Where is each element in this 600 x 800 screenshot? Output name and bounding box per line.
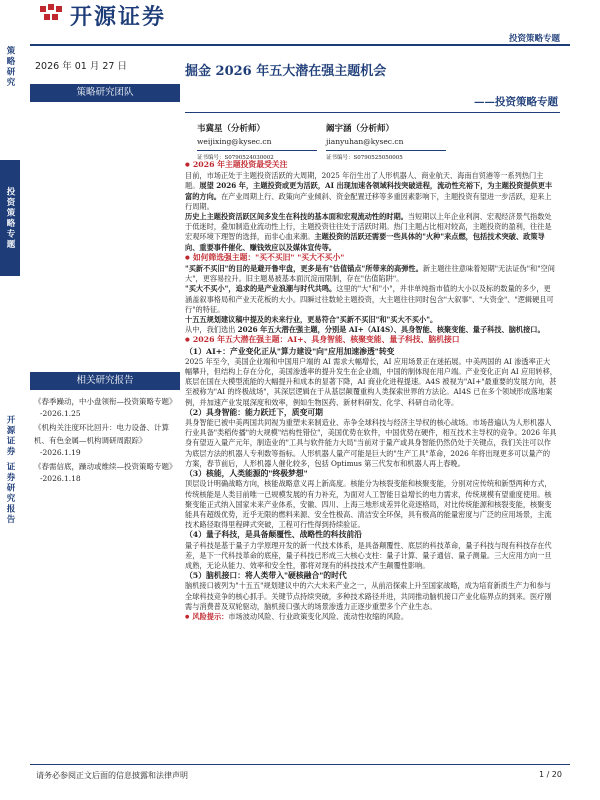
related-report[interactable]: 《春需信底，躁动或维续—投资策略专题》 -2026.1.18 xyxy=(34,462,177,484)
subsection-heading: （1）AI+：产业变化正从"算力建设"向"应用加速渗透"转变 xyxy=(185,346,395,356)
related-report[interactable]: 《机构关注度环比回升：电力设备、计算机、有色金属—机构调研周跟踪》 -2026.1.19 xyxy=(34,423,169,457)
related-reports-list xyxy=(34,396,180,487)
author-name: 韦冀星（分析师） xyxy=(197,124,266,134)
author-email[interactable]: jianyuhan@kysec.cn xyxy=(326,137,404,146)
author-name: 阚宇涵（分析师） xyxy=(326,124,395,134)
paragraph: 顶层设计明确战略方向，核能战略意义再上新高度。核能分为核裂变能和核聚变能，分别对应传统和新型两种方式，传统核能是人类目前唯一已规模发展的有力补充，为面对人工智能日益增长的电力需求，传统规模有望重度使用。核聚变能正式纳入国家未来产业体系，安徽、四川、上海三地形成差异化竞逐格局，对比传统能源和核裂变能，核聚变能具有超级优势，近乎无限的燃料来源、安全性极高、清洁安全环保，具有极高的能量密度与广泛的应用场景，主流技术路径取得里程碑式突破，工程可行性得到持续验证。 xyxy=(185,479,552,530)
section-heading: ● 如何筛选强主题："买不买旧" "买大不买小" xyxy=(185,253,557,264)
related-reports-title: 相关研究报告 xyxy=(30,372,180,390)
paragraph: 历史上主题投资活跃区间多发生在科技的基本面和宏观流动性的时期。当短期以上年企业利润、宏观经济景气指数处于低迷时，叠加制造业流动性上行，主题投资往往处于活跃时期。热门主题占比相对较高，主题投资的盈利，往往是宏观环境下理智的选择，而非心血来潮。主题投资的活跃还需要一些具体的"火种"来点燃，包括技术突破、政策导向、重要事件催化、赚钱效应以及媒体宣传等。 xyxy=(185,212,552,252)
page-number: 1 / 20 xyxy=(538,770,562,779)
author-email[interactable]: weijixing@kysec.cn xyxy=(197,137,272,146)
paragraph: "买新不买旧"的目的是避开鲁牢盘，更多是有"估值锚点"所带来的高弹性。新主题往往意味着短期"无法证伪"和"空间大"，更容易拉升。旧主题易被基本面沉淀而限制，存在"估值陷阱"。 xyxy=(185,264,555,284)
research-team-label: 策略研究团队 xyxy=(30,84,180,102)
author-cert: 证书编号：S0790525050005 xyxy=(326,150,446,161)
risk-note: ● 风险提示：市场波动风险、行业政策变化风险、流动性收缩的风险。 xyxy=(185,612,557,623)
section-heading: ● 2026 年主题投资最受关注 xyxy=(185,160,557,171)
header-divider xyxy=(30,44,570,46)
footer-disclaimer: 请务必参阅正文后面的信息披露和法律声明 xyxy=(36,771,188,780)
author-card xyxy=(197,122,317,161)
report-body xyxy=(185,160,557,623)
paragraph: "买大不买小"，追求的是产业浪潮与时代共鸣。这里的"大"和"小"，并非单纯指市值的大小以及标的数量的多少，更涵盖叙事格局和产业天花板的大小。四瞬过往数轮主题投资，大主题往往同时包含"大叙事"、"大资金"、"逻辑硬且可行"的特征。 xyxy=(185,284,554,314)
logo-text: 开源证券 xyxy=(70,5,167,30)
logo-icon xyxy=(38,2,68,26)
section-heading: ● 2026 年五大潜在强主题：AI+、具身智能、核聚变能、量子科技、脑机接口 xyxy=(185,335,557,346)
side-tab-doc-type: 投资策略专题 xyxy=(0,160,20,276)
paragraph: 目前，市场正处于主题投资活跃的大周期，2025 年衍生出了人形机器人、商业航天、海南自贸港等一系列热门主题。展望 2026 年，主题投资或更为活跃，AI 出现加速各领域科技突破进程，流动性充裕下，为主题投资提供更丰富的方向。在产业周期上行、政策向产业倾斜、资金配置迁移等多重因素影响下，主题投资有望进一步活跃，迎来上行周期。 xyxy=(185,171,553,211)
paragraph: 十五五规划建议稿中提及的未来行业，更易符合"买新不买旧"和"买大不买小"。 xyxy=(185,315,438,325)
author-card xyxy=(326,122,446,161)
paragraph: 具身智能已被中美两国共同视为重塑未来制造业、赤争全球科技与经济主导权的核心战场。市场普遍认为人形机器人行业具备"类稻传播"的大规模"结构性错位"，美国优势在软件，中国优势在硬件，相互技术主导权的竞争。2026 年具身有望迈入量产元年，制造业的"工具与软件能力大局"当前对于量产或具身智能仍然仍处于关键点，我们关注可以作为底层方法的机器人专利数等指标。人形机器人量产可能是巨大的"生产工具"革命，2026 年将出现更多可以量产的方案，春节前后，人形机器人催化较多，包括 Optimus 第三代发布和机器人再上春晚。 xyxy=(185,418,557,468)
subsection-heading: （2）具身智能：能力跃迁下，质变可期 xyxy=(185,407,323,417)
company-logo xyxy=(30,0,210,28)
paragraph: 量子科技是基于量子力学原理开发的新一代技术体系，是具备颠覆性、底层的科技革命，量子科技与现有科技存在代差，是下一代科技革命的底座，量子科技已形成三大核心支柱：量子计算、量子通信、量子测量。三大应用方向一旦成熟，无论从能力、效率和安全性，都将对现有的科技技术产生颠覆性影响。 xyxy=(185,540,552,570)
subsection-heading: （3）核能，人类能源的"终极梦想" xyxy=(185,469,308,479)
document-type: 投资策略专题 xyxy=(508,34,560,44)
report-title: 掘金 2026 年五大潜在强主题机会 xyxy=(185,64,387,79)
side-tab-strategy: 策略研究 xyxy=(0,38,20,96)
report-date: 2026 年 01 月 27 日 xyxy=(35,61,127,72)
title-divider xyxy=(185,112,560,113)
subsection-heading: （5）脑机接口：将人类带入"硬核融合"的时代 xyxy=(185,571,347,581)
author-cert: 证书编号：S0790524030002 xyxy=(197,150,317,161)
subsection-heading: （4）量子科技，是具备颠覆性、战略性的科技前沿 xyxy=(185,530,362,540)
report-subtitle: ——投资策略专题 xyxy=(474,96,558,108)
paragraph: 从中，我们选出 2026 年五大潜在强主题，分别是 AI+（AI4S）、具身智能、核聚变能、量子科技、脑机接口。 xyxy=(185,325,545,335)
related-report[interactable]: 《春季躁动，中小盘领衔—投资策略专题》 -2026.1.25 xyxy=(34,397,177,419)
side-tab-broker: 开源证券 证券研究报告 xyxy=(0,400,20,540)
paragraph: 脑机接口被列为"十五五"规划建议中的六大未来产业之一，从前沿探索上升至国家战略，成为培育新质生产力和参与全球科技竞争的核心抓手。关键节点持续突破，多种技术路径并进，共同推动脑机接口产业化临界点的到来。医疗刚需与消费普及双轮驱动，脑机接口强大的场景渗透力正逐步重塑多个产业生态。 xyxy=(185,581,552,611)
footer-divider xyxy=(30,764,570,765)
paragraph: 2025 年至今，美国企业端和中国用户端的 AI 需求大幅增长，AI 应用场景正在迷拓展。中美两国的 AI 渗透率正大幅攀升，但结构上存在分化，美国渗透率的提升发生在企业端，中国的制体现在用户端。产业变化正向 AI 应用转移，底层在国在大模型流能的大幅提升和成本的显著下降，AI 商业化进程提速。A4S 被视为"AI+"最重要的发展方向，甚至被称为"AI 的终极战场"，其深层逻辑在于从基层颠覆重构人类探索世界的方法论。AI4S 已在多个领域形成落地案例，并加速产业发展深度和效率，例如生物医药、新材料研发、化学、科研自动化等。 xyxy=(185,356,557,407)
